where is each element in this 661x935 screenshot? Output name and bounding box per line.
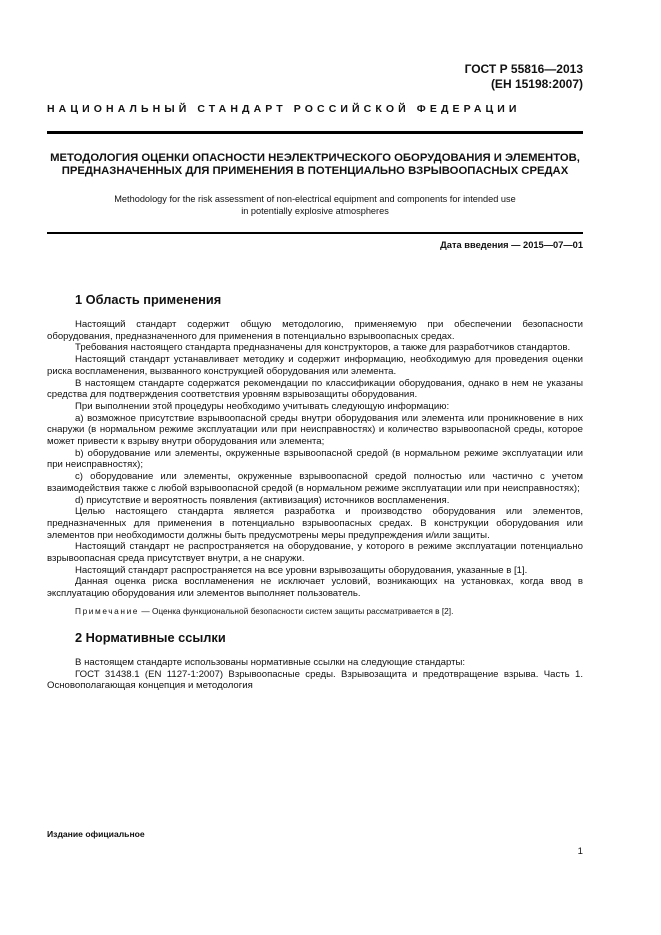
paragraph: Данная оценка риска воспламенения не исключает условий, возникающих на установках, когда ввод в эксплуатацию оборудования или элементов выполняет пользователь. [47,576,583,600]
title-ru-line: МЕТОДОЛОГИЯ ОЦЕНКИ ОПАСНОСТИ НЕЭЛЕКТРИЧЕСКОГО ОБОРУДОВАНИЯ И ЭЛЕМЕНТОВ, [50,152,580,164]
paragraph: В настоящем стандарте содержатся рекомендации по классификации оборудования, однако в нем не указаны средства для подтверждения соответствия уровням взрывозащиты оборудования. [47,377,583,401]
paragraph: Настоящий стандарт распространяется на все уровни взрывозащиты оборудования, указанные в [1]. [75,564,528,576]
title-divider [47,232,583,234]
paragraph: При выполнении этой процедуры необходимо учитывать следующую информацию: [75,400,450,412]
document-title-ru [47,152,583,178]
page-number: 1 [577,846,583,857]
title-ru-line: ПРЕДНАЗНАЧЕННЫХ ДЛЯ ПРИМЕНЕНИЯ В ПОТЕНЦИАЛЬНО ВЗРЫВООПАСНЫХ СРЕДАХ [61,165,569,177]
note-text: — Оценка функциональной безопасности систем защиты рассматривается в [2]. [139,605,454,616]
header-divider [47,131,583,134]
paragraph: Настоящий стандарт содержит общую методологию, применяемую при обеспечении безопасности оборудования, предназначенного для применения в потенциально взрывоопасных средах. [47,319,583,342]
list-item-d: d) присутствие и вероятность появления (активизация) источников воспламенения. [75,494,450,506]
section-heading-scope: 1 Область применения [75,292,222,307]
list-item-a: а) возможное присутствие взрывоопасной среды внутри оборудования или элемента или проникновение в них снаружи (в нормальном режиме эксплуатации или при неисправностях) и количество взрывоопасной среды, которое может привести к взрыву внутри оборудования или элемента; [47,412,583,448]
document-body [47,292,583,692]
paragraph: Целью настоящего стандарта является разработка и производство оборудования или элементов, предназначенных для применения в потенциально взрывоопасных средах. В конструкции оборудования или элементов при необходимости должны быть предусмотрены меры предупреждения и/или защиты. [47,506,583,541]
title-en-line: Methodology for the risk assessment of non-electrical equipment and components for intended use [114,194,516,204]
document-title-en [47,193,583,217]
edition-label: Издание официальное [47,829,145,839]
national-standard-banner: НАЦИОНАЛЬНЫЙ СТАНДАРТ РОССИЙСКОЙ ФЕДЕРАЦИИ [47,103,521,115]
standard-code-alt: (ЕН 15198:2007) [490,77,583,91]
note-label: Примечание [75,605,140,616]
introduction-date: Дата введения — 2015—07—01 [440,240,583,250]
standard-designation [465,62,583,92]
paragraph: В настоящем стандарте использованы нормативные ссылки на следующие стандарты: [75,656,466,668]
title-en-line: in potentially explosive atmospheres [241,206,389,216]
paragraph: Требования настоящего стандарта предназначены для конструкторов, а также для разработчиков стандартов. [75,342,571,354]
standard-code: ГОСТ Р 55816—2013 [464,62,583,76]
section-spacer [47,617,583,630]
note [47,606,583,617]
reference-entry: ГОСТ 31438.1 (EN 1127-1:2007) Взрывоопасные среды. Взрывозащита и предотвращение взрыва. Часть 1. Основополагающая концепция и методология [47,668,583,692]
section-heading-references: 2 Нормативные ссылки [75,629,226,645]
paragraph: Настоящий стандарт устанавливает методику и содержит информацию, необходимую для проведения оценки риска воспламенения, вызванного конструкцией оборудования или элемента. [47,354,583,377]
list-item-c: с) оборудование или элементы, окруженные взрывоопасной средой полностью или частично с учетом взаимодействия также с любой взрывоопасной средой (в нормальном режиме эксплуатации или при неисправностях); [47,471,583,494]
list-item-b: b) оборудование или элементы, окруженные взрывоопасной средой (в нормальном режиме эксплуатации или при неисправностях); [47,447,583,471]
paragraph: Настоящий стандарт не распространяется на оборудование, у которого в режиме эксплуатации потенциально взрывоопасная среда присутствует внутри, а не снаружи. [47,541,583,565]
